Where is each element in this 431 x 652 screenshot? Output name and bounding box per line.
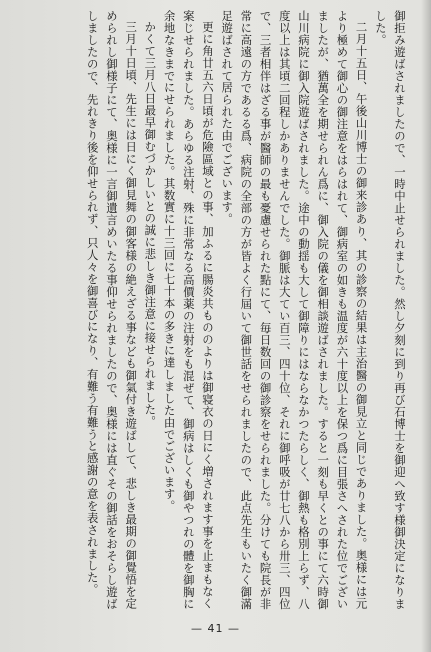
page-edge-shadow	[421, 0, 431, 652]
body-text	[17, 10, 409, 610]
paragraph: 御拒み遊ばされましたので、一時中止せられました。然し夕刻に到り再び石博士を御迎へ致す様御決定になりました。	[373, 10, 407, 610]
paragraph: 更に角廿五六日頃が危險區域との事、加ふるに腸炎共もののよりは御寝衣の日にく増されます事を止まもなく案じせられました。あらゆる注射、殊に非常なる高價薬の注射をも混ぜて、御病はしくも御やつれの體を御胸に余地なきまでにせられました。其数實に十三回に七十本の多きに達しました由でございます。	[162, 10, 215, 610]
page-number: — 41 —	[191, 622, 240, 635]
paragraph: 三月十日頃、先生には日にく御見舞の御客様の絶えざる事なども御氣付き遊ばして、悲しき最期の御覺悟を定められし御様子にて、奥様に一言御遺言めいたる事仰せられましたので、奥様には直ぐその御話をおそらし遊ばしましたので、先れきり後を仰せられず、只人々を御喜びになり、有難う有難うと感謝の意を表されました。	[85, 10, 139, 610]
paragraph: 二月十五日、午後山川博士の御来診あり、其の診察の結果は主治醫の御見立と同じでありました。奥様には元より極めて御心の御注意をはらはれて、御病室の如きも温度が六十度以上を保つ爲に目張さへされた位でございましたが、猶萬全を期せられん爲に、御入院の儀を御相談遊ばされました。すると一刻も早くとの事にて六時御山川病院に御入院遊ばされました。途中の動揺も大して御障りにはならなかつたらしく、御熱も格別上らず、八度以上は其頃二回程しかありませんでした。御脈は大てい百三、四十位、それに御呼吸が廿七八から卅三、四位で、三者相伴はざる事が醫師の最も憂慮せられた點にて、毎日数回の御診察をせられました。分けても院長が非常に高遠の方であるる爲、病院の全部の方が皆よく行屆いて御世話をせられましたので、此点先生もいたく御滿足遊ばされて居られた由でございます。	[220, 10, 369, 610]
paragraph: かくて三月八日最早御むづかしいとの誠に悲しき御注意に接せられました。	[143, 21, 158, 428]
